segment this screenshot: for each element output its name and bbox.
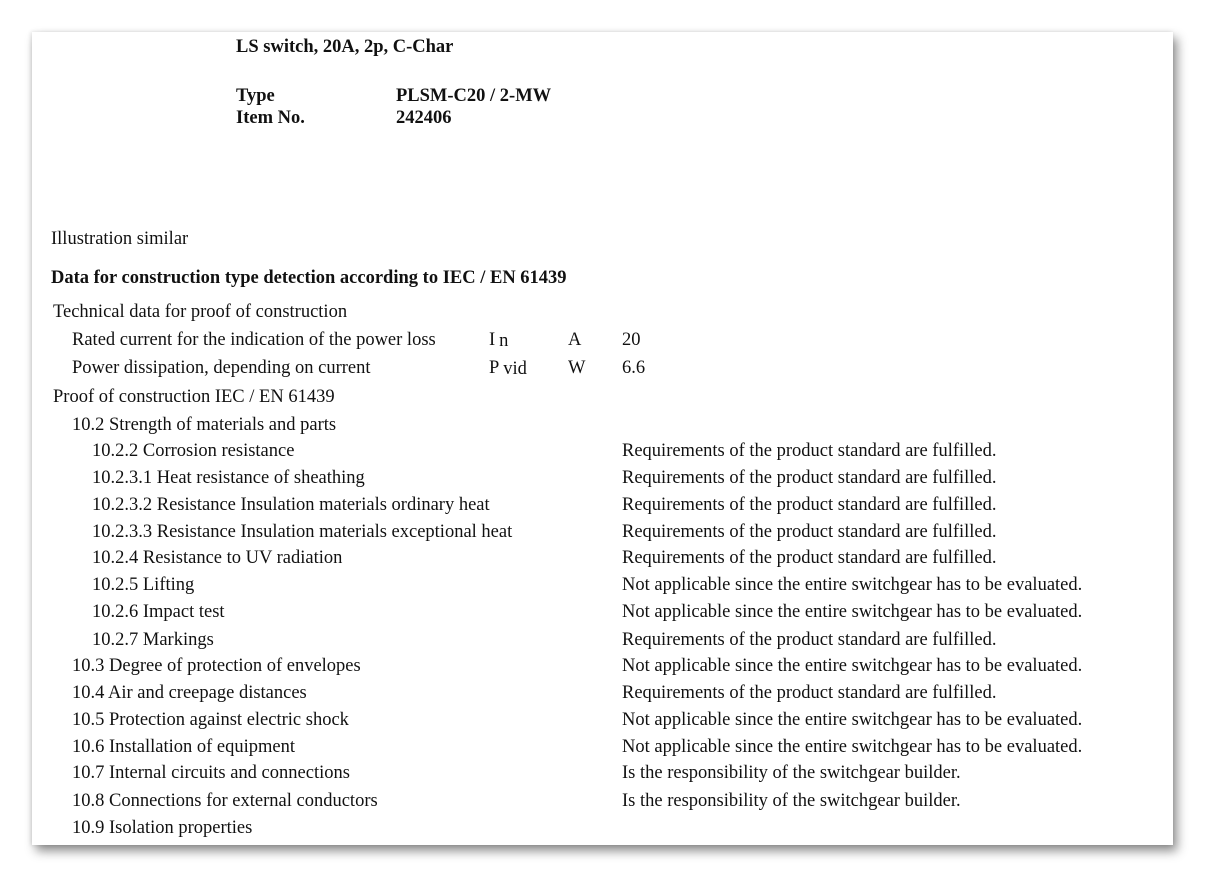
proof-row	[32, 522, 1173, 548]
proof-result: Not applicable since the entire switchgear has to be evaluated.	[622, 737, 1083, 757]
section-title: Data for construction type detection according to IEC / EN 61439	[51, 268, 567, 288]
proof-label: 10.2.2 Corrosion resistance	[92, 441, 295, 461]
proof-label: 10.7 Internal circuits and connections	[72, 763, 350, 783]
proof-row	[32, 602, 1173, 628]
proof-result: Requirements of the product standard are fulfilled.	[622, 495, 997, 515]
proof-row	[32, 630, 1173, 656]
technical-heading: Technical data for proof of construction	[53, 302, 348, 322]
proof-result: Requirements of the product standard are fulfilled.	[622, 522, 997, 542]
technical-row	[32, 330, 1173, 356]
proof-label: 10.2.3.3 Resistance Insulation materials exceptional heat	[92, 522, 513, 542]
illustration-note: Illustration similar	[51, 229, 189, 249]
proof-label: 10.2 Strength of materials and parts	[72, 415, 337, 435]
proof-result: Requirements of the product standard are fulfilled.	[622, 548, 997, 568]
proof-row	[32, 818, 1173, 844]
product-title: LS switch, 20A, 2p, C-Char	[236, 37, 454, 57]
technical-unit: W	[568, 358, 586, 378]
item-value: 242406	[396, 108, 452, 128]
technical-unit: A	[568, 330, 582, 350]
item-label: Item No.	[236, 108, 305, 128]
symbol-main: P	[489, 358, 500, 378]
proof-row	[32, 495, 1173, 521]
proof-label: 10.8 Connections for external conductors	[72, 791, 378, 811]
proof-result: Requirements of the product standard are fulfilled.	[622, 630, 997, 650]
proof-result: Not applicable since the entire switchgear has to be evaluated.	[622, 710, 1083, 730]
proof-label: 10.2.7 Markings	[92, 630, 214, 650]
symbol-subscript: vid	[503, 359, 527, 379]
proof-result: Not applicable since the entire switchgear has to be evaluated.	[622, 656, 1083, 676]
proof-row	[32, 737, 1173, 763]
proof-row	[32, 548, 1173, 574]
proof-row	[32, 468, 1173, 494]
proof-label: 10.2.5 Lifting	[92, 575, 195, 595]
proof-result: Not applicable since the entire switchgear has to be evaluated.	[622, 575, 1083, 595]
type-label: Type	[236, 86, 275, 106]
technical-symbol	[489, 358, 527, 380]
proof-label: 10.2.3.2 Resistance Insulation materials ordinary heat	[92, 495, 490, 515]
proof-row	[32, 656, 1173, 682]
proof-result: Is the responsibility of the switchgear builder.	[622, 791, 961, 811]
type-value: PLSM-C20 / 2-MW	[396, 86, 552, 106]
proof-label: 10.5 Protection against electric shock	[72, 710, 349, 730]
proof-row	[32, 415, 1173, 441]
proof-label: 10.2.4 Resistance to UV radiation	[92, 548, 343, 568]
symbol-main: I	[489, 330, 496, 350]
proof-result: Requirements of the product standard are fulfilled.	[622, 683, 997, 703]
proof-row	[32, 575, 1173, 601]
technical-label: Power dissipation, depending on current	[72, 358, 371, 378]
technical-value: 6.6	[622, 358, 646, 378]
technical-value: 20	[622, 330, 641, 350]
proof-result: Requirements of the product standard are fulfilled.	[622, 468, 997, 488]
proof-label: 10.2.3.1 Heat resistance of sheathing	[92, 468, 365, 488]
proof-row	[32, 683, 1173, 709]
technical-label: Rated current for the indication of the power loss	[72, 330, 436, 350]
proof-row	[32, 441, 1173, 467]
proof-label: 10.4 Air and creepage distances	[72, 683, 307, 703]
technical-symbol	[489, 330, 508, 352]
proof-result: Not applicable since the entire switchgear has to be evaluated.	[622, 602, 1083, 622]
proof-heading: Proof of construction IEC / EN 61439	[53, 387, 335, 407]
technical-row	[32, 358, 1173, 384]
proof-label: 10.6 Installation of equipment	[72, 737, 295, 757]
proof-row	[32, 763, 1173, 789]
proof-result: Requirements of the product standard are fulfilled.	[622, 441, 997, 461]
document-page	[32, 32, 1173, 845]
proof-row	[32, 791, 1173, 817]
proof-label: 10.2.6 Impact test	[92, 602, 225, 622]
symbol-subscript: n	[499, 331, 509, 351]
proof-result: Is the responsibility of the switchgear builder.	[622, 763, 961, 783]
proof-label: 10.9 Isolation properties	[72, 818, 253, 838]
proof-label: 10.3 Degree of protection of envelopes	[72, 656, 361, 676]
proof-row	[32, 710, 1173, 736]
